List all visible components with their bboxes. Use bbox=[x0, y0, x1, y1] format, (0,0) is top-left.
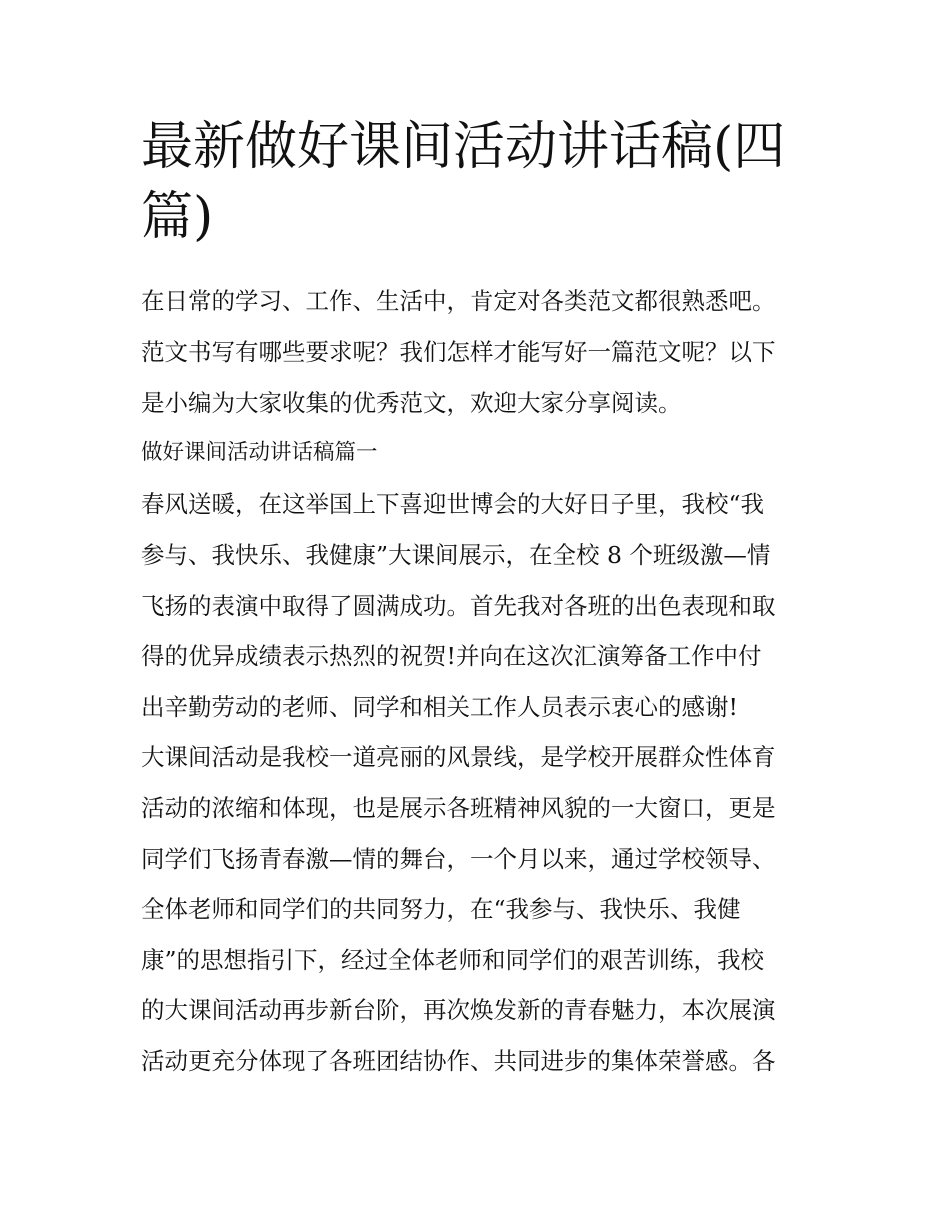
body-line-14: 康”的思想指引下，经过全体老师和同学们的艰苦训练，我校 bbox=[141, 946, 765, 974]
body-line-8: 得的优异成绩表示热烈的祝贺!并向在这次汇演筹备工作中付 bbox=[141, 642, 762, 670]
body-line-12: 同学们飞扬青春激—情的舞台，一个月以来，通过学校领导、 bbox=[141, 845, 776, 873]
body-line-3: 是小编为大家收集的优秀范文，欢迎大家分享阅读。 bbox=[141, 389, 682, 417]
body-line-10: 大课间活动是我校一道亮丽的风景线，是学校开展群众性体育 bbox=[141, 743, 776, 771]
body-line-9: 出辛勤劳动的老师、同学和相关工作人员表示衷心的感谢! bbox=[141, 693, 738, 721]
body-line-16: 活动更充分体现了各班团结协作、共同进步的集体荣誉感。各 bbox=[141, 1047, 776, 1075]
body-line-13: 全体老师和同学们的共同努力，在“我参与、我快乐、我健 bbox=[141, 895, 741, 923]
body-line-15: 的大课间活动再步新台阶，再次焕发新的青春魅力，本次展演 bbox=[141, 996, 776, 1024]
document-title: 最新做好课间活动讲话稿(四篇) bbox=[141, 117, 786, 247]
body-line-1: 在日常的学习、工作、生活中，肯定对各类范文都很熟悉吧。 bbox=[141, 287, 776, 315]
body-line-7: 飞扬的表演中取得了圆满成功。首先我对各班的出色表现和取 bbox=[141, 592, 776, 620]
body-line-11: 活动的浓缩和体现，也是展示各班精神风貌的一大窗口，更是 bbox=[141, 794, 776, 822]
body-line-2: 范文书写有哪些要求呢？我们怎样才能写好一篇范文呢？以下 bbox=[141, 338, 776, 366]
body-line-5: 春风送暖，在这举国上下喜迎世博会的大好日子里，我校“我 bbox=[141, 490, 765, 518]
body-line-6: 参与、我快乐、我健康”大课间展示，在全校 8 个班级激—情 bbox=[141, 541, 771, 569]
section-heading-1: 做好课间活动讲话稿篇一 bbox=[141, 440, 378, 465]
